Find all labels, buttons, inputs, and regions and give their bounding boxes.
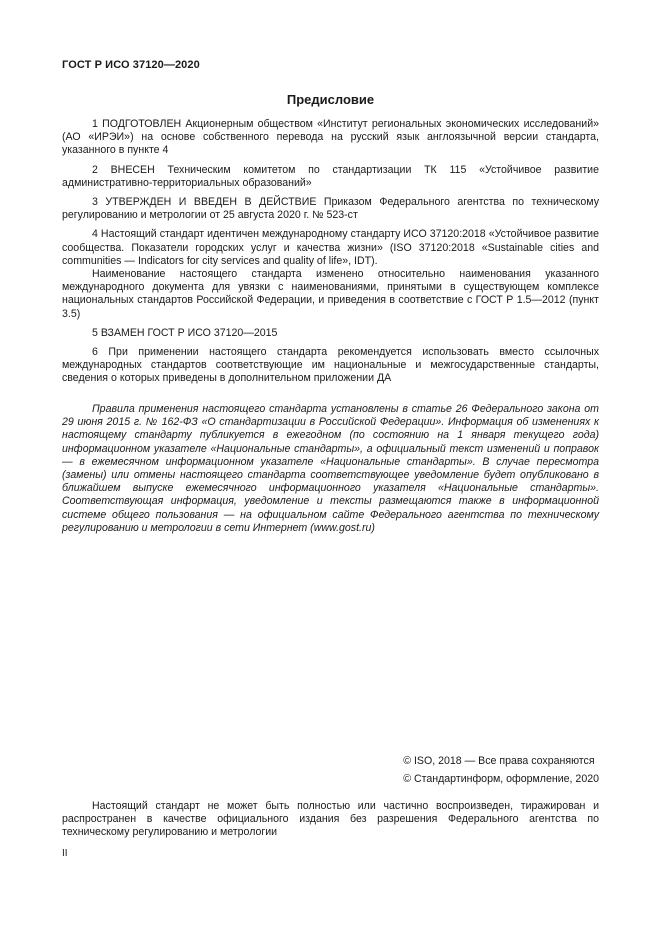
copyright-iso: © ISO, 2018 — Все права сохраняются [403,755,595,767]
paragraph-approved: 3 УТВЕРЖДЕН И ВВЕДЕН В ДЕЙСТВИЕ Приказом Федерального агентства по техническому регулированию и метрологии от 25 августа 2020 г. № 523-ст [62,196,599,222]
page-title: Предисловие [286,92,375,107]
paragraph-prepared: 1 ПОДГОТОВЛЕН Акционерным обществом «Институт региональных экономических исследований» (АО «ИРЭИ») на основе собственного перевода на русский язык англоязычной версии стандарта, указанного в пункте 4 [62,118,599,157]
copyright-block [403,752,599,788]
document-header: ГОСТ Р ИСО 37120—2020 [62,59,200,71]
rules-note: Правила применения настоящего стандарта установлены в статье 26 Федерального закона от 29 июня 2015 г. № 162-ФЗ «О стандартизации в Российской Федерации». Информация об изменениях к настоящему стандарту публикуется в ежегодном (по состоянию на 1 января текущего года) информационном указателе «Национальные стандарты», а официальный текст изменений и поправок — в ежемесячном информационном указателе «Национальные стандарты». В случае пересмотра (замены) или отмены настоящего стандарта соответствующее уведомление будет опубликовано в ближайшем выпуске ежемесячного информационного указателя «Национальные стандарты». Соответствующая информация, уведомление и тексты размещаются также в информационной системе общего пользования — на официальном сайте Федерального агентства по техническому регулированию и метрологии в сети Интернет (www.gost.ru) [62,403,599,534]
copyright-standartinform: © Стандартинформ, оформление, 2020 [403,773,599,785]
paragraph-application: 6 При применении настоящего стандарта рекомендуется использовать вместо ссылочных международных стандартов соответствующие им национальные и межгосударственные стандарты, сведения о которых приведены в дополнительном приложении ДА [62,346,599,385]
paragraph-replaces: 5 ВЗАМЕН ГОСТ Р ИСО 37120—2015 [92,326,278,339]
paragraph-title-change: Наименование настоящего стандарта изменено относительно наименования указанного международного документа для увязки с наименованиями, принятыми в существующем комплексе национальных стандартов Российской Федерации, и приведения в соответствие с ГОСТ Р 1.5—2012 (пункт 3.5) [62,268,599,320]
page-number: II [62,848,68,859]
foreword-body [62,118,599,392]
paragraph-identical: 4 Настоящий стандарт идентичен международному стандарту ИСО 37120:2018 «Устойчивое развитие сообщества. Показатели городских услуг и качества жизни» (ISO 37120:2018 «Sustainable cities and communities — Indicators for city services and quality of life», IDT). [62,228,599,267]
paragraph-introduced: 2 ВНЕСЕН Техническим комитетом по стандартизации ТК 115 «Устойчивое развитие административно-территориальных образований» [62,163,599,189]
reproduction-note: Настоящий стандарт не может быть полностью или частично воспроизведен, тиражирован и распространен в качестве официального издания без разрешения Федерального агентства по техническому регулированию и метрологии [62,800,599,839]
